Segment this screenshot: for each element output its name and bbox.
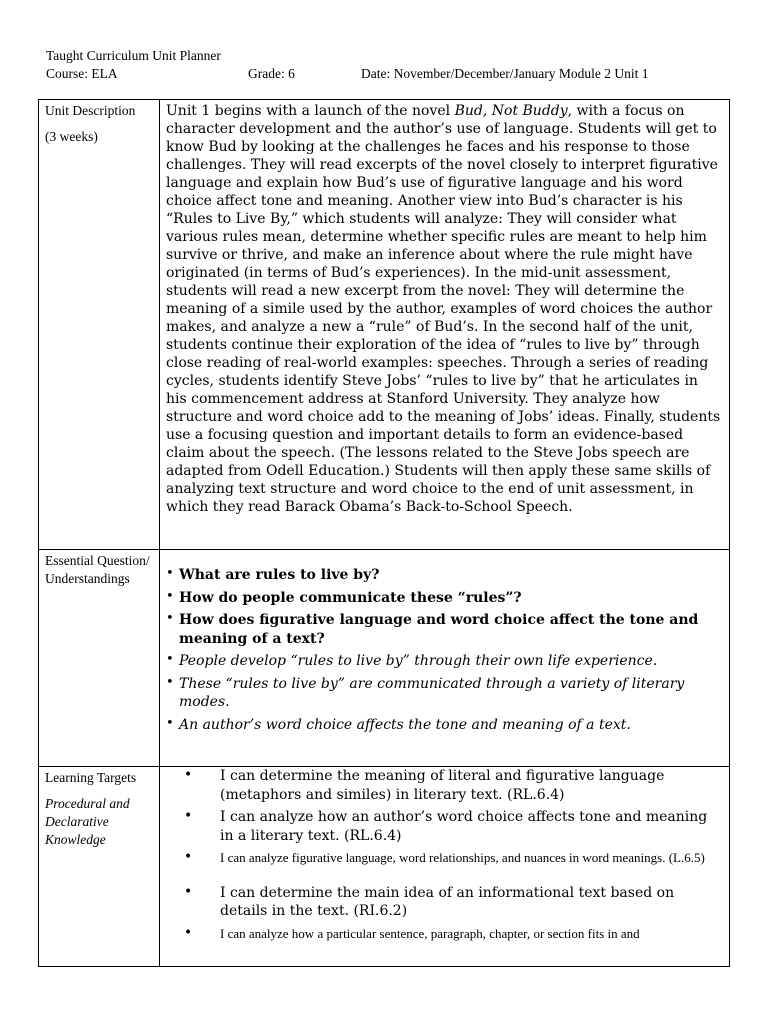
essential-questions-row [39, 550, 730, 767]
learning-target-text: I can determine the meaning of literal and figurative language (metaphors and similes) in literary text. (RL.6.4) [220, 768, 665, 803]
question-item [166, 589, 721, 608]
question-text: How do people communicate these “rules”? [179, 589, 522, 606]
planner-title: Taught Curriculum Unit Planner [46, 48, 221, 63]
learning-targets-row [39, 767, 730, 967]
understanding-text: An author’s word choice affects the tone and meaning of a text. [179, 716, 631, 733]
essential-questions-cell [160, 550, 730, 767]
learning-target-text: I can analyze how a particular sentence, paragraph, chapter, or section fits in and [220, 925, 640, 941]
learning-target-text: I can analyze figurative language, word relationships, and nuances in word meanings. (L.6.5) [220, 850, 705, 865]
header-title-row [46, 47, 221, 65]
learning-targets-label: Learning Targets [45, 770, 137, 785]
bullet-icon: • [166, 611, 174, 626]
bullet-icon: • [184, 808, 193, 824]
learning-target-text: I can analyze how an author’s word choice affects tone and meaning in a literary text. (RL.6.4) [220, 809, 708, 844]
learning-targets-label-cell [39, 767, 160, 967]
bullet-icon: • [166, 566, 174, 581]
essential-questions-label-cell [39, 550, 160, 767]
question-text: What are rules to live by? [179, 567, 380, 583]
bullet-icon: • [166, 652, 174, 667]
understanding-text: These “rules to live by” are communicated through a variety of literary modes. [179, 675, 685, 710]
essential-questions-label: Essential Question/ Understandings [45, 553, 150, 586]
learning-targets-sublabel: Procedural and Declarative Knowledge [45, 796, 130, 847]
novel-title: Bud, Not Buddy [454, 103, 568, 119]
unit-description-label-cell [39, 100, 160, 550]
question-item [166, 611, 721, 648]
header-info-row [46, 65, 649, 83]
date-module-label: Date: November/December/January Module 2 Unit 1 [361, 66, 649, 81]
bullet-icon: • [184, 924, 193, 941]
learning-target-item [184, 884, 723, 921]
understanding-item [166, 652, 721, 671]
learning-target-item [184, 925, 723, 943]
understanding-item [166, 716, 721, 735]
learning-target-item [184, 849, 723, 880]
course-label: Course: ELA [46, 66, 118, 81]
unit-description-text: Unit 1 begins with a launch of the novel Bud, Not Buddy, with a focus on character development and the author’s use of language. Students will get to know Bud by looking at the challenges he faces and his response to those challenges. They will read excerpts of the novel closely to interpret figurative language and explain how Bud’s use of figurative language and his word choice affect tone and meaning. Another view into Bud’s character is his “Rules to Live By,” which students will analyze: They will consider what various rules mean, determine whether specific rules are meant to help him survive or thrive, and make an inference about where the rule might have originated (in terms of Bud’s experiences). In the mid-unit assessment, students will read a new excerpt from the novel: They will determine the meaning of a simile used by the author, examples of word choices the author makes, and analyze a new a “rule” of Bud’s. In the second half of the unit, students continue their exploration of the idea of “rules to live by” through close reading of real-world examples: speeches. Through a series of reading cycles, students identify Steve Jobs’ “rules to live by” that he articulates in his commencement address at Stanford University. They analyze how structure and word choice add to the meaning of Jobs’ ideas. Finally, students use a focusing question and important details to form an evidence-based claim about the speech. (The lessons related to the Steve Jobs speech are adapted from Odell Education.) Students will then apply these same skills of analyzing text structure and word choice to the end of unit assessment, in which they read Barack Obama’s Back-to-School Speech. [166, 103, 721, 515]
learning-target-item [184, 767, 723, 804]
learning-target-text: I can determine the main idea of an informational text based on details in the text. (RI.6.2) [220, 884, 675, 919]
bullet-icon: • [166, 715, 174, 731]
essential-questions-list [160, 550, 729, 762]
unit-duration: (3 weeks) [45, 129, 98, 144]
unit-planner-table [38, 99, 730, 967]
question-item [166, 566, 721, 585]
unit-description-label: Unit Description [45, 103, 136, 118]
learning-target-item [184, 808, 723, 845]
learning-targets-list [160, 767, 729, 943]
understanding-text: People develop “rules to live by” through their own life experience. [179, 653, 658, 669]
bullet-icon: • [166, 588, 174, 604]
understanding-item [166, 675, 721, 712]
bullet-icon: • [184, 767, 193, 783]
grade-label: Grade: 6 [248, 66, 295, 81]
unit-description-cell [160, 100, 730, 550]
question-text: How does figurative language and word choice affect the tone and meaning of a text? [179, 612, 699, 647]
learning-targets-cell [160, 767, 730, 967]
unit-description-row [39, 100, 730, 550]
page-header [46, 47, 649, 83]
bullet-icon: • [184, 883, 193, 900]
bullet-icon: • [166, 674, 174, 690]
bullet-icon: • [184, 849, 193, 865]
